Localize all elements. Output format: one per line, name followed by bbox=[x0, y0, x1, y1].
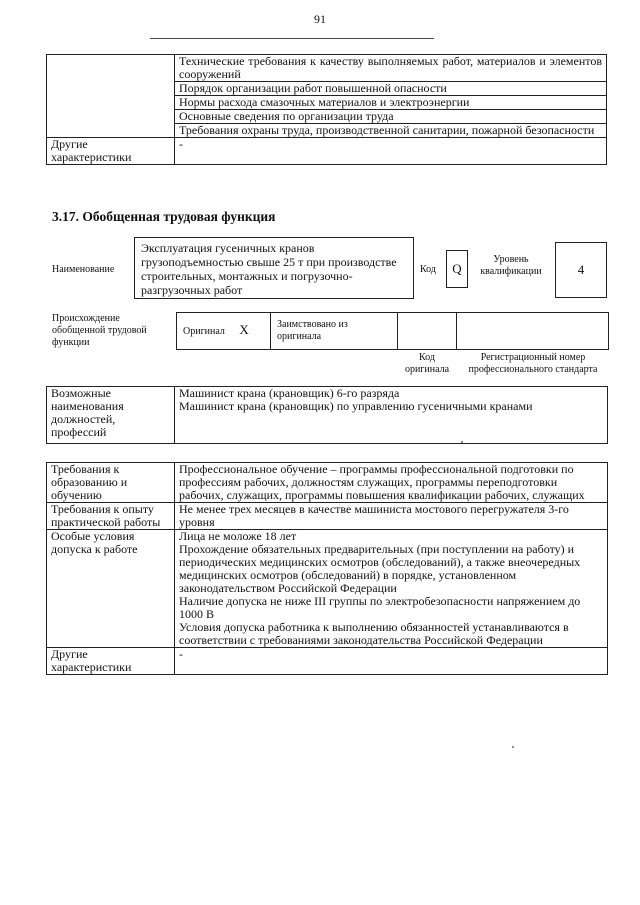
requirements-table bbox=[46, 462, 608, 675]
borrowed-cell: Заимствовано из оригинала bbox=[271, 313, 398, 350]
level-box: 4 bbox=[555, 242, 607, 298]
code-label: Код bbox=[420, 264, 436, 275]
level-label: Уровень квалификации bbox=[480, 254, 542, 277]
page-number: 91 bbox=[314, 12, 326, 26]
registration-number-cell bbox=[457, 313, 609, 350]
scan-speck bbox=[461, 441, 463, 443]
education-value: Профессиональное обучение – программы профессиональной подготовки по профессиям рабочих, должностям служащих, программы переподготовки рабочих, служащих, программы повышения квалификации рабочих, служащих bbox=[175, 463, 608, 503]
other-characteristics-value: - bbox=[175, 138, 607, 165]
position-item: Машинист крана (крановщик) 6-го разряда bbox=[179, 386, 400, 400]
original-label: Оригинал bbox=[183, 326, 225, 337]
function-name-box: Эксплуатация гусеничных кранов грузоподъемностью свыше 25 т при производстве строительных, монтажных и погрузочно-разгрузочных работ bbox=[134, 237, 414, 299]
condition-item: Лица не моложе 18 лет bbox=[179, 529, 297, 543]
knowledge-label-cell bbox=[47, 55, 175, 138]
positions-label: Возможные наименования должностей, профессий bbox=[47, 387, 175, 444]
condition-item: Прохождение обязательных предварительных (при поступлении на работу) и периодических медицинских осмотров (обследований), а также внеочередных медицинских осмотров (обследований) в порядке, установленном законодательством Российской Федерации bbox=[179, 542, 581, 595]
original-mark: X bbox=[239, 322, 249, 337]
position-item: Машинист крана (крановщик) по управлению гусеничными кранами bbox=[179, 399, 533, 413]
other-characteristics-value: - bbox=[175, 648, 608, 675]
origin-table bbox=[176, 312, 609, 350]
code-box: Q bbox=[446, 250, 468, 288]
registration-number-label: Регистрационный номер профессионального стандарта bbox=[468, 352, 598, 375]
knowledge-item: Нормы расхода смазочных материалов и электроэнергии bbox=[175, 96, 607, 110]
other-characteristics-label: Другие характеристики bbox=[47, 648, 175, 675]
name-label: Наименование bbox=[52, 264, 115, 275]
code-original-cell bbox=[398, 313, 457, 350]
knowledge-item: Технические требования к качеству выполняемых работ, материалов и элементов сооружений bbox=[175, 55, 607, 82]
knowledge-item: Порядок организации работ повышенной опасности bbox=[175, 82, 607, 96]
origin-label: Происхождение обобщенной трудовой функции bbox=[52, 313, 147, 348]
conditions-values bbox=[175, 530, 608, 648]
knowledge-item: Требования охраны труда, производственной санитарии, пожарной безопасности bbox=[175, 124, 607, 138]
knowledge-table bbox=[46, 54, 607, 165]
top-rule bbox=[150, 38, 434, 39]
education-label: Требования к образованию и обучению bbox=[47, 463, 175, 503]
condition-item: Условия допуска работника к выполнению обязанностей устанавливаются в соответствии с требованиями законодательства Российской Федерации bbox=[179, 620, 569, 647]
knowledge-item: Основные сведения по организации труда bbox=[175, 110, 607, 124]
original-cell bbox=[177, 313, 271, 350]
experience-label: Требования к опыту практической работы bbox=[47, 503, 175, 530]
experience-value: Не менее трех месяцев в качестве машиниста мостового перегружателя 3-го уровня bbox=[175, 503, 608, 530]
code-original-label: Код оригинала bbox=[404, 352, 450, 375]
conditions-label: Особые условия допуска к работе bbox=[47, 530, 175, 648]
condition-item: Наличие допуска не ниже III группы по электробезопасности напряжением до 1000 В bbox=[179, 594, 581, 621]
positions-table bbox=[46, 386, 608, 444]
other-characteristics-label: Другие характеристики bbox=[47, 138, 175, 165]
scan-speck bbox=[512, 746, 514, 748]
section-title: 3.17. Обобщенная трудовая функция bbox=[52, 209, 276, 224]
positions-values bbox=[175, 387, 608, 444]
